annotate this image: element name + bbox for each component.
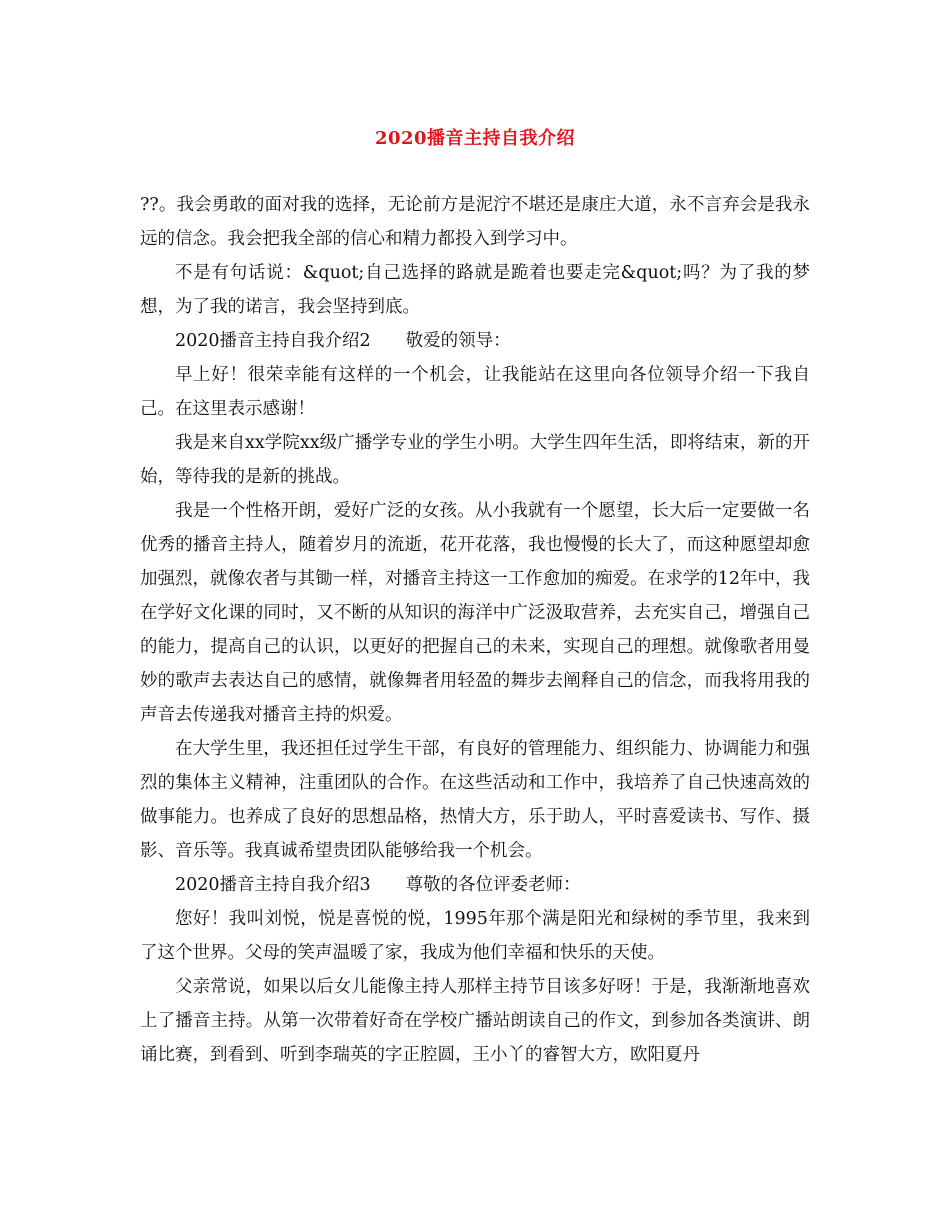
paragraph: 父亲常说，如果以后女儿能像主持人那样主持节目该多好呀！于是，我渐渐地喜欢上了播音主持。从第一次带着好奇在学校广播站朗读自己的作文，到参加各类演讲、朗诵比赛，到看到、听到李瑞英的字正腔圆，王小丫的睿智大方，欧阳夏丹	[140, 977, 810, 1065]
paragraph: 早上好！很荣幸能有这样的一个机会，让我能站在这里向各位领导介绍一下我自己。在这里表示感谢！	[140, 365, 810, 419]
document-title: 2020播音主持自我介绍	[374, 128, 576, 149]
paragraph: 您好！我叫刘悦，悦是喜悦的悦，1995年那个满是阳光和绿树的季节里，我来到了这个世界。父母的笑声温暖了家，我成为他们幸福和快乐的天使。	[140, 909, 810, 963]
paragraph: 在大学生里，我还担任过学生干部，有良好的管理能力、组织能力、协调能力和强烈的集体主义精神，注重团队的合作。在这些活动和工作中，我培养了自己快速高效的做事能力。也养成了良好的思想品格，热情大方，乐于助人，平时喜爱读书、写作、摄影、音乐等。我真诚希望贵团队能够给我一个机会。	[140, 739, 810, 861]
paragraph-continuation: ??。我会勇敢的面对我的选择，无论前方是泥泞不堪还是康庄大道，永不言弃会是我永远的信念。我会把我全部的信心和精力都投入到学习中。	[140, 195, 810, 249]
section-heading: 2020播音主持自我介绍2 敬爱的领导：	[175, 331, 511, 351]
document-body	[140, 188, 810, 1072]
paragraph: 我是来自xx学院xx级广播学专业的学生小明。大学生四年生活，即将结束，新的开始，等待我的是新的挑战。	[140, 433, 810, 487]
paragraph: 我是一个性格开朗，爱好广泛的女孩。从小我就有一个愿望，长大后一定要做一名优秀的播音主持人，随着岁月的流逝，花开花落，我也慢慢的长大了，而这种愿望却愈加强烈，就像农者与其锄一样，对播音主持这一工作愈加的痴爱。在求学的12年中，我在学好文化课的同时，又不断的从知识的海洋中广泛汲取营养，去充实自己，增强自己的能力，提高自己的认识，以更好的把握自己的未来，实现自己的理想。就像歌者用曼妙的歌声去表达自己的感情，就像舞者用轻盈的舞步去阐释自己的信念，而我将用我的声音去传递我对播音主持的炽爱。	[140, 501, 810, 725]
section-heading: 2020播音主持自我介绍3 尊敬的各位评委老师：	[175, 875, 581, 895]
paragraph: 不是有句话说：&quot;自己选择的路就是跪着也要走完&quot;吗？为了我的梦想，为了我的诺言，我会坚持到底。	[140, 263, 810, 317]
